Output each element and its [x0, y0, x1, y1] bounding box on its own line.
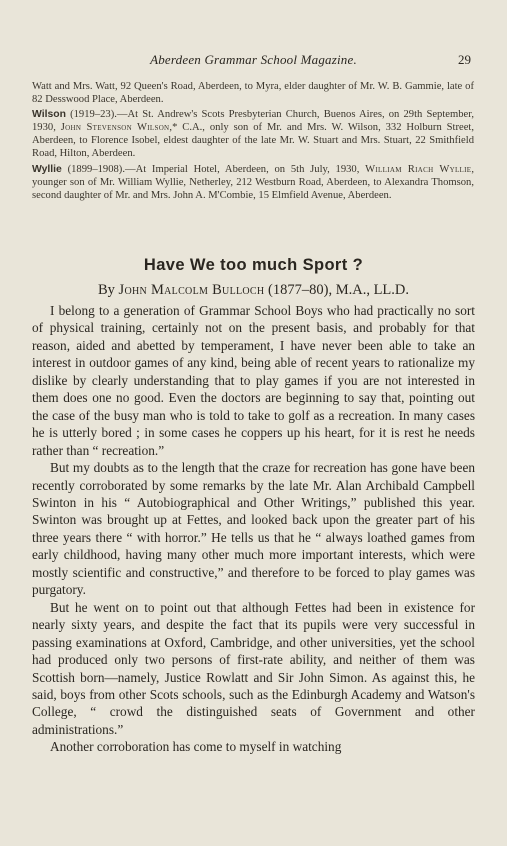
running-head	[30, 52, 477, 72]
article-paragraph: Another corroboration has come to myself in watching	[50, 739, 342, 755]
notice-item	[32, 108, 474, 160]
notice-item	[32, 163, 474, 202]
byline-prefix: By	[97, 282, 119, 298]
byline-author: John Malcolm Bulloch	[118, 282, 265, 298]
notice-groom-name: John Stevenson Wilson	[60, 122, 170, 134]
article-body	[32, 302, 475, 756]
notice-groom-name: William Riach Wyllie	[365, 163, 472, 175]
marriage-notices	[32, 80, 474, 204]
page-number: 29	[458, 52, 471, 67]
running-title: Aberdeen Grammar School Magazine.	[150, 52, 357, 67]
notice-text: ,* C.A., only son of Mr. and Mrs. W. Wilson, 332 Holburn Street, Aberdeen, to Florence Isobel, eldest daughter of the late Mr. W. Stuart and Mrs. Stuart, 22 Smithfield Road, Hilton, Aberdeen.	[32, 122, 475, 160]
article-byline	[0, 282, 507, 299]
article-title: Have We too much Sport ?	[143, 256, 364, 274]
notice-name: Wyllie	[32, 163, 62, 175]
notice-text: , younger son of Mr. William Wyllie, Netherley, 212 Westburn Road, Aberdeen, to Alexandra Thomson, second daughter of Mr. and Mrs. John A. M'Combie, 15 Elmfield Avenue, Aberdeen.	[32, 163, 474, 201]
notice-text: (1899–1908).—At Imperial Hotel, Aberdeen, on 5th July, 1930,	[61, 163, 366, 175]
byline-suffix: (1877–80), M.A., LL.D.	[264, 282, 410, 298]
article-paragraph: But my doubts as to the length that the craze for recreation has gone have been recently corroborated by some remarks by the late Mr. Alan Archibald Campbell Swinton in his “ Autobiographical and Other Writings,” published this year. Swinton was brought up at Fettes, and looked back upon the greater part of his three years there “ with horror.” He tells us that he “ always loathed games from early childhood, having many other much more important interests, which were mostly scientific and constructive,” and therefore to be forced to play games was purgatory.	[32, 460, 475, 598]
notice-name: Wilson	[32, 109, 66, 121]
notice-item	[32, 80, 474, 106]
notice-text: (1919–23).—At St. Andrew's Scots Presbyterian Church, Buenos Aires, on 29th September, 1930,	[32, 109, 474, 134]
notice-text: Watt and Mrs. Watt, 92 Queen's Road, Aberdeen, to Myra, elder daughter of Mr. W. B. Gammie, late of 82 Desswood Place, Aberdeen.	[32, 81, 474, 106]
article-paragraph: But he went on to point out that although Fettes had been in existence for nearly sixty years, and despite the fact that its pupils were very successful in passing examinations at Oxford, Cambridge, and other universities, yet the school had produced only two persons of first-rate ability, and neither of them was Scottish born—namely, Justice Rowlatt and Sir John Simon. As against this, he said, boys from other Scots schools, such as the Edinburgh Academy and Watson's College, “ crowd the distinguished seats of Government and other administrations.”	[32, 599, 475, 737]
article-paragraph: I belong to a generation of Grammar School Boys who had practically no sort of physical training, certainly not on the present basis, and probably for that reason, aided and abetted by temperament, I have never been able to take an interest in outdoor games of any kind, being able of recent years to rationalize my dislike by clearly understanding that to play games if you are not interested in them does one no good. Even the doctors are beginning to say that, pointing out the case of the busy man who is told to take to golf as a recreation. In many cases he is utterly bored ; in some cases he coppers up his heart, for it is rest he needs rather than “ recreation.”	[32, 303, 475, 458]
